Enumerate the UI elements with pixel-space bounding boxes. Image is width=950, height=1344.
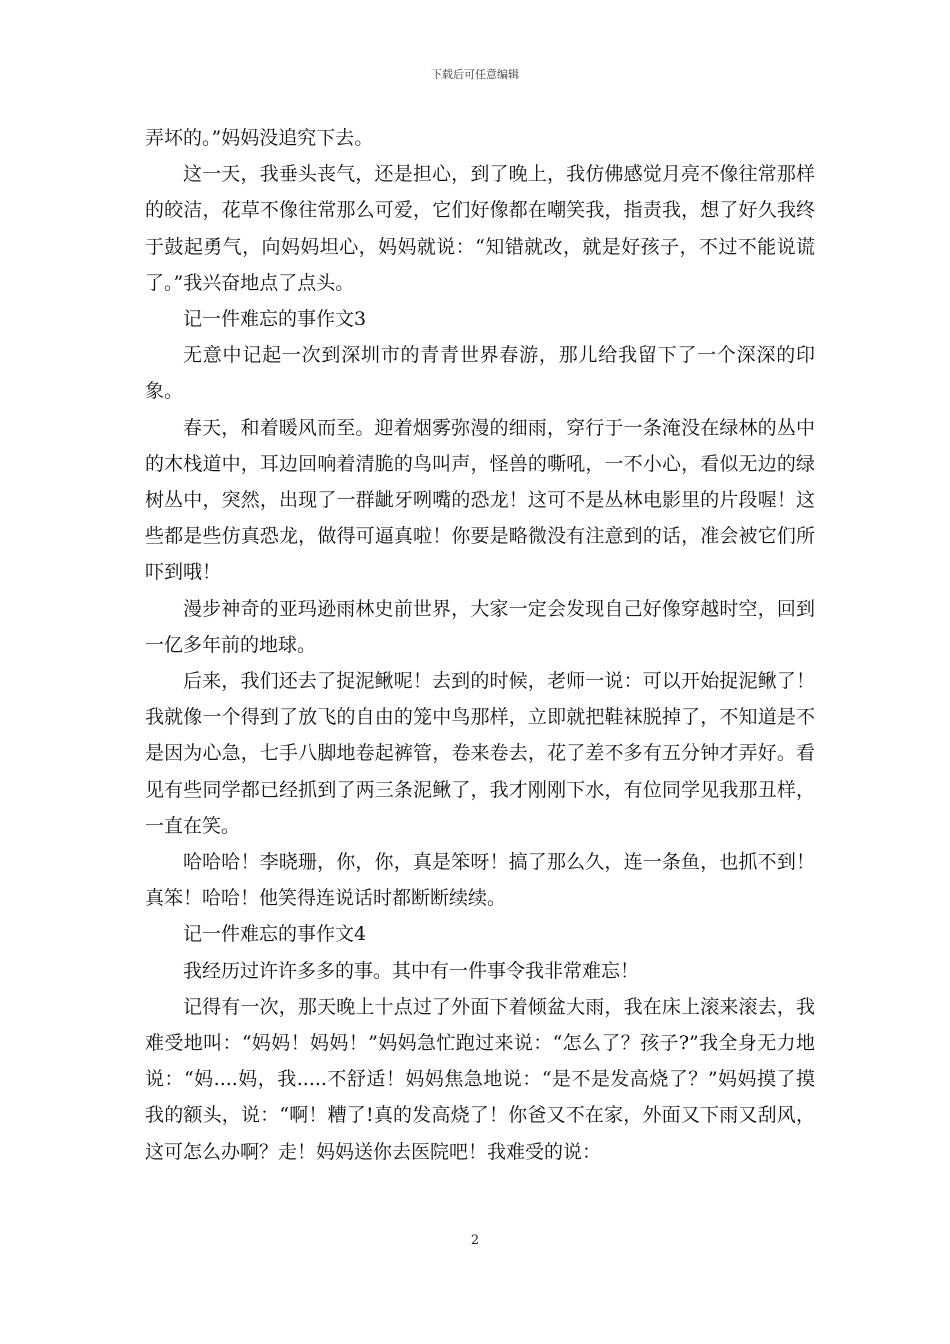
- paragraph: 春天，和着暖风而至。迎着烟雾弥漫的细雨，穿行于一条淹没在绿林的丛中的木栈道中，耳边回响着清脆的鸟叫声，怪兽的嘶吼，一不小心，看似无边的绿树丛中，突然，出现了一群龇牙咧嘴的恐龙！这可不是丛林电影里的片段喔！这些都是些仿真恐龙，做得可逼真啦！你要是略微没有注意到的话，准会被它们所吓到哦！: [145, 416, 815, 584]
- paragraph: 后来，我们还去了捉泥鳅呢！去到的时候，老师一说：可以开始捉泥鳅了！我就像一个得到了放飞的自由的笼中鸟那样，立即就把鞋袜脱掉了，不知道是不是因为心急，七手八脚地卷起裤管，卷来卷去，花了差不多有五分钟才弄好。看见有些同学都已经抓到了两三条泥鳅了，我才刚刚下水，有位同学见我那丑样，一直在笑。: [145, 670, 815, 837]
- paragraph: 弄坏的。”妈妈没追究下去。: [145, 127, 374, 149]
- section-heading: 记一件难忘的事作文4: [183, 923, 367, 946]
- paragraph: 我经历过许许多多的事。其中有一件事令我非常难忘！: [183, 959, 640, 982]
- section-heading: 记一件难忘的事作文3: [183, 308, 367, 331]
- paragraph: 漫步神奇的亚玛逊雨林史前世界，大家一定会发现自己好像穿越时空，回到一亿多年前的地球。: [145, 597, 815, 656]
- paragraph: 这一天，我垂头丧气，还是担心，到了晚上，我仿佛感觉月亮不像往常那样的皎洁，花草不像往常那么可爱，它们好像都在嘲笑我，指责我，想了好久我终于鼓起勇气，向妈妈坦心，妈妈就说：“知错就改，就是好孩子，不过不能说谎了。”我兴奋地点了点头。: [145, 163, 815, 294]
- page-number: 2: [470, 1233, 480, 1248]
- paragraph: 记得有一次，那天晚上十点过了外面下着倾盆大雨，我在床上滚来滚去，我难受地叫：“妈妈！妈妈！”妈妈急忙跑过来说：“怎么了？孩子?”我全身无力地说：“妈....妈，我.....不舒适！妈妈焦急地说：“是不是发高烧了？”妈妈摸了摸我的额头，说：“啊！糟了!真的发高烧了！你爸又不在家，外面又下雨又刮风，这可怎么办啊？走！妈妈送你去医院吧！我难受的说：: [145, 995, 815, 1163]
- document-body: [145, 120, 815, 1170]
- paragraph: 哈哈哈！李晓珊，你，你，真是笨呀！搞了那么久，连一条鱼，也抓不到！真笨！哈哈！他笑得连说话时都断断续续。: [145, 851, 815, 910]
- paragraph: 无意中记起一次到深圳市的青青世界春游，那儿给我留下了一个深深的印象。: [145, 344, 815, 403]
- page-header: 下载后可任意编辑: [431, 68, 519, 81]
